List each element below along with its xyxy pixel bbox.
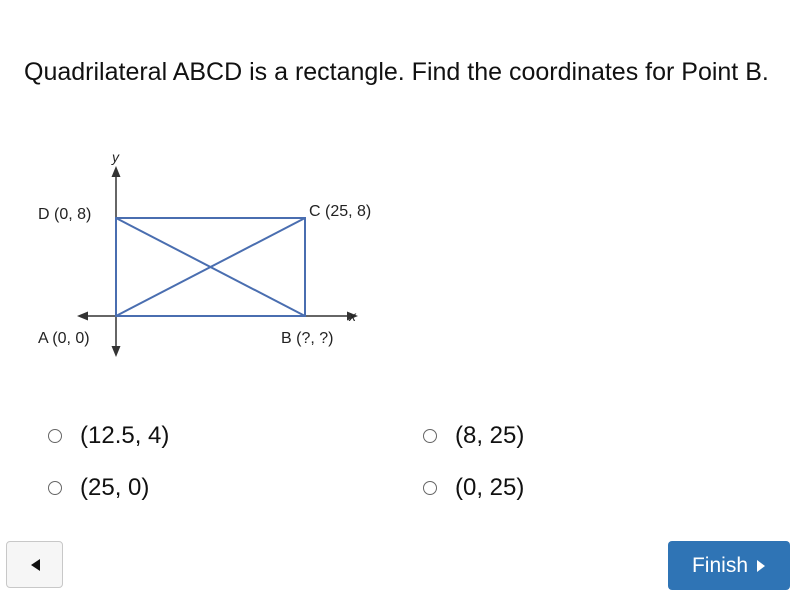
point-a-label: A (0, 0) <box>38 330 90 347</box>
choice-3[interactable] <box>48 474 149 502</box>
radio-button[interactable] <box>423 429 437 443</box>
choice-label: (25, 0) <box>80 474 150 501</box>
finish-button[interactable] <box>668 541 790 590</box>
point-c-label: C (25, 8) <box>309 203 372 220</box>
y-axis-arrow-down <box>112 346 121 357</box>
point-d-label: D (0, 8) <box>38 206 92 223</box>
choice-label: (8, 25) <box>455 422 525 449</box>
choice-2[interactable] <box>423 422 524 450</box>
choice-4[interactable] <box>423 474 524 502</box>
question-text: Quadrilateral ABCD is a rectangle. Find the coordinates for Point B. <box>24 58 769 86</box>
y-axis-arrow-up <box>112 166 121 177</box>
radio-button[interactable] <box>423 481 437 495</box>
back-button[interactable] <box>6 541 63 588</box>
choice-label: (12.5, 4) <box>80 422 170 449</box>
radio-button[interactable] <box>48 481 62 495</box>
y-axis-label: y <box>112 149 119 165</box>
finish-label: Finish <box>691 553 749 577</box>
choice-label: (0, 25) <box>455 474 525 501</box>
x-axis-arrow-left <box>77 312 88 321</box>
caret-right-icon <box>756 559 766 573</box>
radio-button[interactable] <box>48 429 62 443</box>
x-axis-label: x <box>349 308 356 324</box>
choice-1[interactable] <box>48 422 169 450</box>
caret-left-icon <box>29 558 41 572</box>
navigation-bar <box>0 530 800 598</box>
point-b-label: B (?, ?) <box>281 330 334 347</box>
